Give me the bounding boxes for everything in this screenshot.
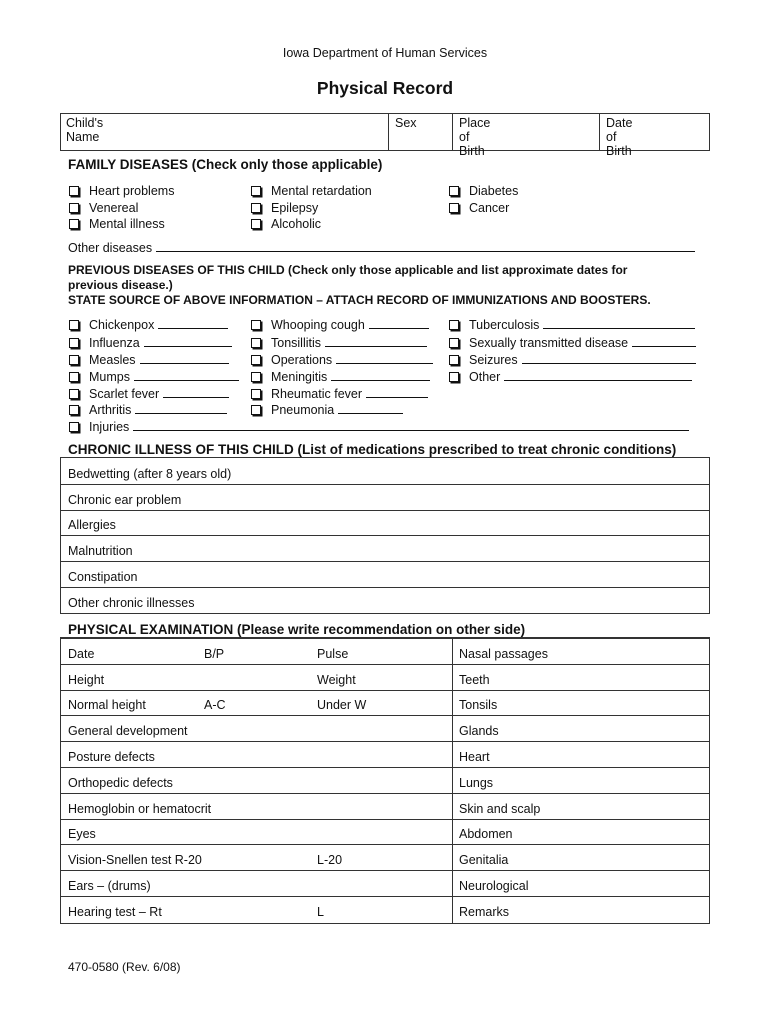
checkbox-whooping-cough[interactable]: Whooping cough bbox=[251, 316, 429, 333]
checkbox-icon bbox=[69, 389, 79, 399]
physical-exam-table bbox=[60, 637, 710, 924]
chronic-row-ear-problem[interactable]: Chronic ear problem bbox=[61, 484, 709, 510]
place-of-birth-field[interactable] bbox=[452, 114, 491, 158]
chronic-row-other[interactable]: Other chronic illnesses bbox=[61, 587, 709, 613]
sex-label: Sex bbox=[395, 116, 417, 130]
checkbox-icon bbox=[449, 372, 459, 382]
checkbox-icon bbox=[251, 405, 261, 415]
exam-row[interactable]: Vision-Snellen test R-20 L-20 Genitalia bbox=[61, 844, 709, 870]
checkbox-icon bbox=[449, 320, 459, 330]
checkbox-influenza[interactable]: Influenza bbox=[69, 334, 232, 351]
chronic-row-bedwetting[interactable]: Bedwetting (after 8 years old) bbox=[68, 466, 232, 481]
previous-diseases-heading-cont: previous disease.) bbox=[68, 278, 173, 292]
chronic-illness-heading: CHRONIC ILLNESS OF THIS CHILD (List of medications prescribed to treat chronic conditions) bbox=[68, 442, 677, 457]
checkbox-icon bbox=[69, 372, 79, 382]
checkbox-mental-retardation[interactable]: Mental retardation bbox=[251, 183, 372, 199]
checkbox-icon bbox=[251, 186, 261, 196]
form-number: 470-0580 (Rev. 6/08) bbox=[68, 960, 181, 974]
checkbox-icon bbox=[69, 338, 79, 348]
checkbox-arthritis[interactable]: Arthritis bbox=[69, 401, 227, 418]
checkbox-seizures[interactable]: Seizures bbox=[449, 351, 696, 368]
checkbox-icon bbox=[251, 355, 261, 365]
checkbox-icon bbox=[69, 405, 79, 415]
checkbox-icon bbox=[251, 338, 261, 348]
checkbox-injuries[interactable]: Injuries bbox=[69, 418, 689, 435]
checkbox-icon bbox=[251, 372, 261, 382]
exam-row[interactable]: Eyes Abdomen bbox=[61, 819, 709, 845]
checkbox-pneumonia[interactable]: Pneumonia bbox=[251, 401, 403, 418]
childs-name-label: Child's Name bbox=[66, 116, 104, 144]
date-of-birth-label: Date of Birth bbox=[606, 116, 633, 158]
checkbox-chickenpox[interactable]: Chickenpox bbox=[69, 316, 228, 333]
checkbox-cancer[interactable]: Cancer bbox=[449, 200, 509, 216]
other-diseases-label: Other diseases bbox=[68, 241, 153, 255]
checkbox-sexually-transmitted-disease[interactable]: Sexually transmitted disease bbox=[449, 334, 696, 351]
checkbox-tuberculosis[interactable]: Tuberculosis bbox=[449, 316, 695, 333]
checkbox-icon bbox=[251, 389, 261, 399]
checkbox-tonsillitis[interactable]: Tonsillitis bbox=[251, 334, 427, 351]
checkbox-scarlet-fever[interactable]: Scarlet fever bbox=[69, 385, 229, 402]
family-diseases-heading: FAMILY DISEASES (Check only those applicable) bbox=[68, 157, 383, 172]
checkbox-other[interactable]: Other bbox=[449, 368, 692, 385]
chronic-row-malnutrition[interactable]: Malnutrition bbox=[61, 535, 709, 561]
chronic-illness-table bbox=[60, 457, 710, 614]
checkbox-icon bbox=[69, 219, 79, 229]
checkbox-epilepsy[interactable]: Epilepsy bbox=[251, 200, 318, 216]
checkbox-heart-problems[interactable]: Heart problems bbox=[69, 183, 174, 199]
physical-exam-heading: PHYSICAL EXAMINATION (Please write recommendation on other side) bbox=[68, 622, 526, 637]
checkbox-rheumatic-fever[interactable]: Rheumatic fever bbox=[251, 385, 428, 402]
checkbox-icon bbox=[449, 186, 459, 196]
checkbox-alcoholic[interactable]: Alcoholic bbox=[251, 216, 321, 232]
checkbox-icon bbox=[251, 203, 261, 213]
checkbox-icon bbox=[251, 219, 261, 229]
checkbox-icon bbox=[251, 320, 261, 330]
other-diseases-field[interactable] bbox=[68, 239, 695, 256]
checkbox-venereal[interactable]: Venereal bbox=[69, 200, 138, 216]
checkbox-icon bbox=[69, 186, 79, 196]
checkbox-icon bbox=[449, 203, 459, 213]
checkbox-mental-illness[interactable]: Mental illness bbox=[69, 216, 165, 232]
exam-row[interactable]: Orthopedic defects Lungs bbox=[61, 767, 709, 793]
checkbox-mumps[interactable]: Mumps bbox=[69, 368, 239, 385]
checkbox-icon bbox=[69, 320, 79, 330]
checkbox-icon bbox=[69, 203, 79, 213]
place-of-birth-label: Place of Birth bbox=[459, 116, 491, 158]
checkbox-icon bbox=[449, 355, 459, 365]
exam-row[interactable]: Posture defects Heart bbox=[61, 741, 709, 767]
exam-row[interactable]: Hemoglobin or hematocrit Skin and scalp bbox=[61, 793, 709, 819]
chronic-row-allergies[interactable]: Allergies bbox=[61, 510, 709, 536]
page-title: Physical Record bbox=[316, 78, 454, 98]
checkbox-icon bbox=[449, 338, 459, 348]
checkbox-icon bbox=[69, 422, 79, 432]
sex-field[interactable] bbox=[388, 114, 417, 150]
exam-row[interactable]: Date B/P Pulse Nasal passages bbox=[61, 638, 709, 664]
exam-row[interactable]: General development Glands bbox=[61, 715, 709, 741]
other-diseases-line[interactable] bbox=[156, 239, 695, 252]
chronic-row-constipation[interactable]: Constipation bbox=[61, 561, 709, 587]
checkbox-icon bbox=[69, 355, 79, 365]
checkbox-operations[interactable]: Operations bbox=[251, 351, 433, 368]
checkbox-measles[interactable]: Measles bbox=[69, 351, 229, 368]
date-of-birth-field[interactable] bbox=[599, 114, 633, 158]
agency-name: Iowa Department of Human Services bbox=[282, 46, 488, 60]
child-info-table bbox=[60, 113, 710, 158]
exam-row[interactable]: Height Weight Teeth bbox=[61, 664, 709, 690]
exam-row[interactable]: Normal height A-C Under W Tonsils bbox=[61, 690, 709, 716]
exam-row[interactable]: Hearing test – Rt L Remarks bbox=[61, 896, 709, 922]
exam-row[interactable]: Ears – (drums) Neurological bbox=[61, 870, 709, 896]
previous-diseases-heading: PREVIOUS DISEASES OF THIS CHILD (Check only those applicable and list approximate dates for bbox=[68, 263, 628, 277]
checkbox-diabetes[interactable]: Diabetes bbox=[449, 183, 518, 199]
source-instruction: STATE SOURCE OF ABOVE INFORMATION – ATTACH RECORD OF IMMUNIZATIONS AND BOOSTERS. bbox=[68, 293, 651, 307]
checkbox-meningitis[interactable]: Meningitis bbox=[251, 368, 430, 385]
